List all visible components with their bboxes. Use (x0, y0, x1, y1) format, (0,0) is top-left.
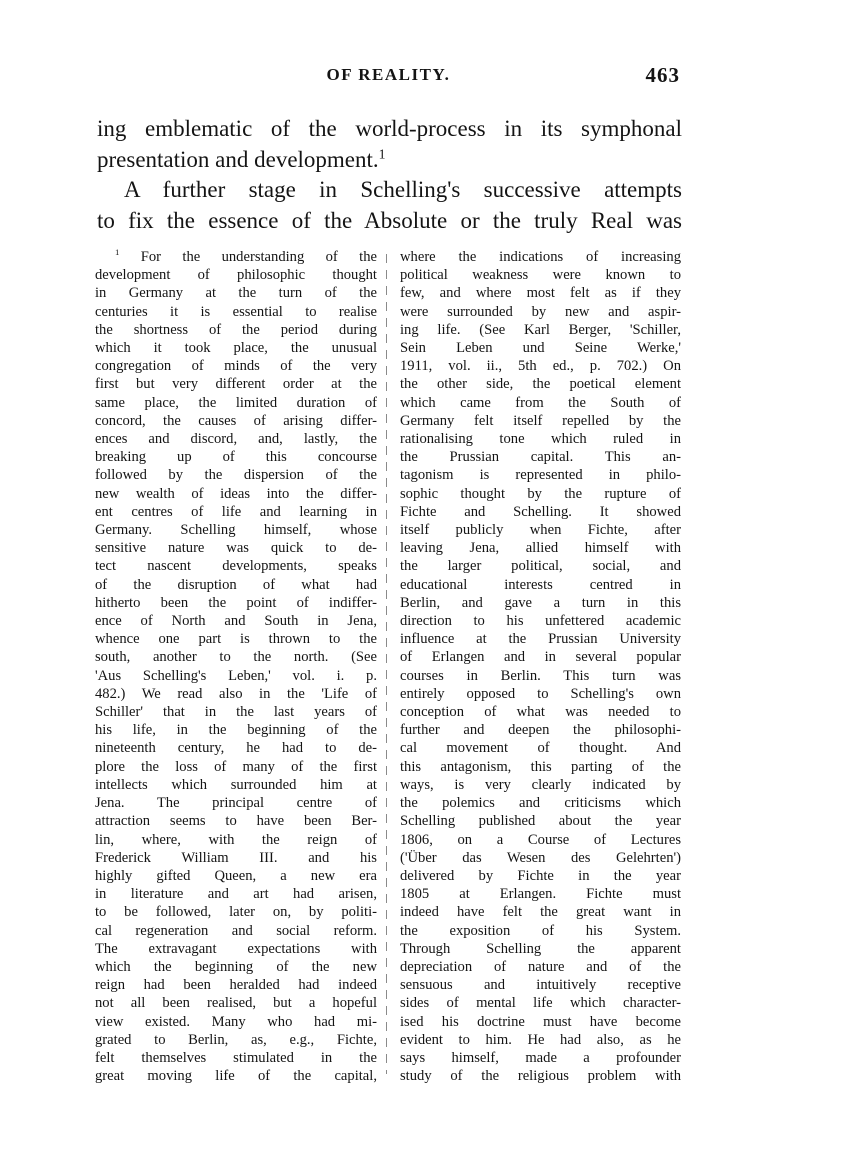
footnote-line: where the indications of increasing (400, 249, 681, 265)
footnote-line: itself publicly when Fichte, after (400, 522, 681, 539)
footnote-line: breaking up of this concourse (95, 449, 377, 466)
footnote-line: ent centres of life and learning in (95, 503, 377, 520)
page-number: 463 (645, 63, 680, 87)
footnote-line: new wealth of ideas into the differ- (95, 485, 377, 502)
footnote-line: centuries it is essential to realise (95, 303, 377, 320)
footnote-line (95, 248, 377, 266)
footnote-line: the exposition of his System. (400, 922, 681, 939)
footnote-line: indeed have felt the great want in (400, 904, 681, 921)
footnote-line: political weakness were known to (400, 267, 681, 284)
footnote-line: of the disruption of what had (95, 576, 377, 593)
footnote-line: tect nascent developments, speaks (95, 558, 377, 575)
main-text (97, 114, 682, 236)
footnote-line: leaving Jena, allied himself with (400, 540, 681, 557)
footnote-line: the shortness of the period during (95, 321, 377, 338)
body-line: A further stage in Schelling's successive attempts (124, 177, 682, 202)
footnote-line: 'Aus Schelling's Leben,' vol. i. p. (95, 667, 377, 684)
footnote-line: Jena. The principal centre of (95, 795, 377, 812)
footnote-line: this antagonism, this parting of the (400, 758, 681, 775)
footnote-line: the Prussian capital. This an- (400, 449, 681, 466)
footnote-line: Germany felt itself repelled by the (400, 412, 681, 429)
footnote-line: ence of North and South in Jena, (95, 613, 377, 630)
footnote-line: ('Über das Wesen des Gelehrten') (400, 849, 681, 866)
footnote-line: Schelling published about the year (400, 813, 681, 830)
footnote-line: influence at the Prussian University (400, 631, 681, 648)
footnote-line: which came from the South of (400, 394, 681, 411)
footnote-line: to be followed, later on, by politi- (95, 904, 377, 921)
footnote-line: ing life. (See Karl Berger, 'Schiller, (400, 321, 681, 338)
footnote-line: cal regeneration and social reform. (95, 922, 377, 939)
footnote-line: concord, the causes of arising differ- (95, 412, 377, 429)
footnote-line: in Germany at the turn of the (95, 285, 377, 302)
running-title: OF REALITY. (326, 65, 451, 84)
footnote-line: the polemics and criticisms which (400, 795, 681, 812)
footnote-line: plore the loss of many of the first (95, 758, 377, 775)
footnote-line: Schiller' that in the last years of (95, 704, 377, 721)
footnote-line: first but very different order at the (95, 376, 377, 393)
footnote-line: reign had been heralded had indeed (95, 977, 377, 994)
footnote-line: sensitive nature was quick to de- (95, 540, 377, 557)
footnote-line: hitherto been the point of indiffer- (95, 594, 377, 611)
footnote-line: rationalising tone which ruled in (400, 431, 681, 448)
footnote-line: Germany. Schelling himself, whose (95, 522, 377, 539)
footnote-line: felt themselves stimulated in the (95, 1049, 377, 1066)
footnote-line: delivered by Fichte in the year (400, 867, 681, 884)
footnote-line: sophic thought by the rupture of (400, 485, 681, 502)
footnote-right-column (400, 248, 681, 1085)
footnote-line: evident to him. He had also, as he (400, 1031, 681, 1048)
footnote-line: ences and discord, and, lastly, the (95, 431, 377, 448)
footnote-line: great moving life of the capital, (95, 1068, 377, 1085)
footnote-line: ways, is very clearly indicated by (400, 776, 681, 793)
page-header (97, 63, 680, 93)
body-line: to fix the essence of the Absolute or the truly Real was (97, 207, 682, 233)
footnote-line: further and deepen the philosophi- (400, 722, 681, 739)
footnote-line: not all been realised, but a hopeful (95, 995, 377, 1012)
footnote-line: The extravagant expectations with (95, 940, 377, 957)
footnote-line: educational interests centred in (400, 576, 681, 593)
footnote-line: study of the religious problem with (400, 1068, 681, 1085)
footnote-line: courses in Berlin. This turn was (400, 667, 681, 684)
footnote-line: his life, in the beginning of the (95, 722, 377, 739)
footnote-line: intellects which surrounded him at (95, 776, 377, 793)
footnote-line: Through Schelling the apparent (400, 940, 681, 957)
footnote-line: followed by the dispersion of the (95, 467, 377, 484)
footnote-line: conception of what was needed to (400, 704, 681, 721)
footnote-marker: 1 (115, 247, 120, 258)
footnote-left-column (95, 248, 377, 1085)
footnote-line: cal movement of thought. And (400, 740, 681, 757)
footnote-line: 1911, vol. ii., 5th ed., p. 702.) On (400, 358, 681, 375)
footnote-line: nineteenth century, he had to de- (95, 740, 377, 757)
body-line: ing emblematic of the world-process in its symphonal (97, 116, 682, 141)
footnote-line: south, another to the north. (See (95, 649, 377, 666)
footnote-line: says himself, made a profounder (400, 1049, 681, 1066)
footnote-line: same place, the limited duration of (95, 394, 377, 411)
footnote-line: depreciation of nature and of the (400, 958, 681, 975)
body-line (97, 145, 682, 176)
footnote-line: direction to his unfettered academic (400, 613, 681, 630)
footnote-line: congregation of minds of the very (95, 358, 377, 375)
footnote-line: the other side, the poetical element (400, 376, 681, 393)
column-divider (386, 254, 387, 1074)
footnote-line-text: For the understanding of the (140, 249, 377, 265)
footnote-line: which the beginning of the new (95, 958, 377, 975)
footnote-line: sides of mental life which character- (400, 995, 681, 1012)
footnote-line: 1805 at Erlangen. Fichte must (400, 886, 681, 903)
footnote-reference: 1 (378, 145, 386, 161)
footnote-line: attraction seems to have been Ber- (95, 813, 377, 830)
footnote-line: in literature and art had arisen, (95, 886, 377, 903)
footnote-line: Frederick William III. and his (95, 849, 377, 866)
footnote-line: 1806, on a Course of Lectures (400, 831, 681, 848)
footnote-line: ised his doctrine must have become (400, 1013, 681, 1030)
footnote-line: were surrounded by new and aspir- (400, 303, 681, 320)
footnote-line: the larger political, social, and (400, 558, 681, 575)
footnote-line: whence one part is thrown to the (95, 631, 377, 648)
footnote-line: lin, where, with the reign of (95, 831, 377, 848)
body-line-text: presentation and development. (97, 146, 379, 172)
footnote-line: tagonism is represented in philo- (400, 467, 681, 484)
footnote-line: Sein Leben und Seine Werke,' (400, 340, 681, 357)
footnote-line: 482.) We read also in the 'Life of (95, 685, 377, 702)
footnote-line: few, and where most felt as if they (400, 285, 681, 302)
footnote-line: which it took place, the unusual (95, 340, 377, 357)
footnote-line: development of philosophic thought (95, 267, 377, 284)
footnote-line: sensuous and intuitively receptive (400, 977, 681, 994)
footnote-line: of Erlangen and in several popular (400, 649, 681, 666)
footnote-line: grated to Berlin, as, e.g., Fichte, (95, 1031, 377, 1048)
footnote-line: entirely opposed to Schelling's own (400, 685, 681, 702)
footnote-line: Berlin, and gave a turn in this (400, 594, 681, 611)
footnote-line: view existed. Many who had mi- (95, 1013, 377, 1030)
footnote-line: highly gifted Queen, a new era (95, 867, 377, 884)
footnote-line: Fichte and Schelling. It showed (400, 503, 681, 520)
